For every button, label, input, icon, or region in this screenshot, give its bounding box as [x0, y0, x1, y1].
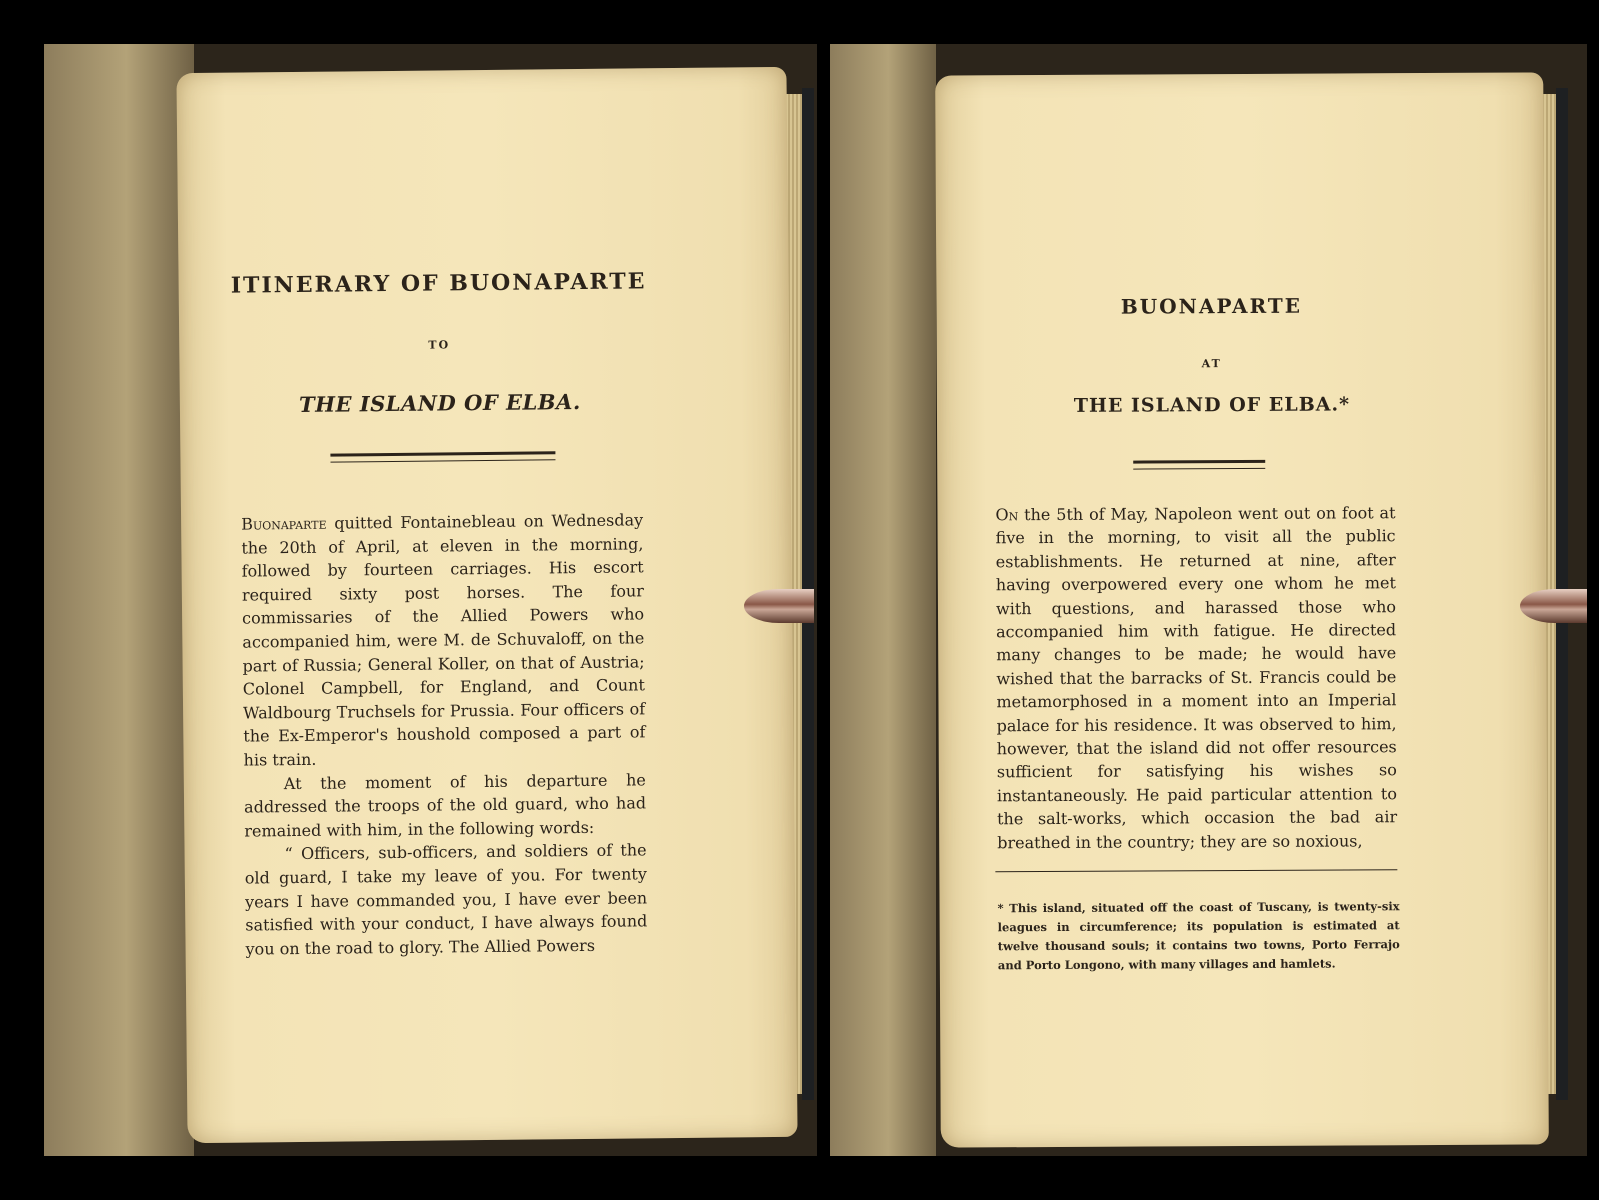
- lead-word: On: [995, 505, 1019, 525]
- body-text: [995, 501, 1397, 854]
- paragraph-1: [995, 501, 1397, 854]
- footnote-rule: [995, 869, 1397, 872]
- right-page-photo: [830, 44, 1587, 1156]
- paragraph-1-text: the 5th of May, Napoleon went out on foot at five in the morning, to visit all the public establishments. He returned at nine, after having overpowered every one whom he met with questions, and harassed those who accompanied him with fatigue. He directed many changes to be made; he would have wished that the barracks of St. Francis could be metamorphosed in a moment into an Imperial palace for his residence. It was observed to him, however, that the island did not offer resources sufficient for satisfying his wishes so instantaneously. He paid particular attention to the salt-works, which occasion the bad air breathed in the country; they are so noxious,: [995, 503, 1398, 852]
- page-clip: [1520, 589, 1587, 623]
- paragraph-3: “ Officers, sub-officers, and soldiers of the old guard, I take my leave of you. For twenty years I have commanded you, I have ever been satisfied with your conduct, I have always found you on the road to glory. The Allied Powers: [244, 840, 648, 959]
- page-elba: [935, 72, 1549, 1147]
- page-itinerary: [176, 67, 797, 1143]
- title-rule: [330, 451, 555, 462]
- footnote: * This island, situated off the coast of Tuscany, is twenty-six leagues in circumference; its population is estimated at twelve thousand souls; it contains two towns, Porto Ferrajo and Porto Longono, with many villages and hamlets.: [997, 899, 1400, 973]
- paragraph-1-text: quitted Fontainebleau on Wednesday the 20th of April, at eleven in the morning, followed by fourteen carriages. His escort required sixty post horses. The four commissaries of the Allied Powers who accompanied him, were M. de Schuvaloff, on the part of Russia; General Koller, on that of Austria; Colonel Campbell, for England, and Count Waldbourg Truchsels for Prussia. Four officers of the Ex-Emperor's houshold composed a part of his train.: [241, 510, 646, 770]
- page-subtitle: THE ISLAND OF ELBA.: [298, 389, 581, 417]
- page-title: ITINERARY OF BUONAPARTE: [230, 268, 647, 299]
- title-rule: [1133, 460, 1265, 470]
- paragraph-1: [241, 508, 646, 772]
- page-clip: [744, 589, 814, 623]
- title-connector: AT: [1201, 357, 1222, 371]
- page-title: BUONAPARTE: [1120, 293, 1303, 319]
- facing-page-right: [830, 44, 936, 1156]
- left-page-photo: [44, 44, 817, 1156]
- page-subtitle: THE ISLAND OF ELBA.*: [1073, 393, 1351, 417]
- lead-word: Buonaparte: [241, 513, 327, 534]
- title-connector: TO: [428, 338, 451, 352]
- paragraph-2: At the moment of his departure he addressed the troops of the old guard, who had remained with him, in the following words:: [244, 769, 647, 841]
- facing-page-left: [44, 44, 194, 1156]
- body-text: [241, 508, 648, 960]
